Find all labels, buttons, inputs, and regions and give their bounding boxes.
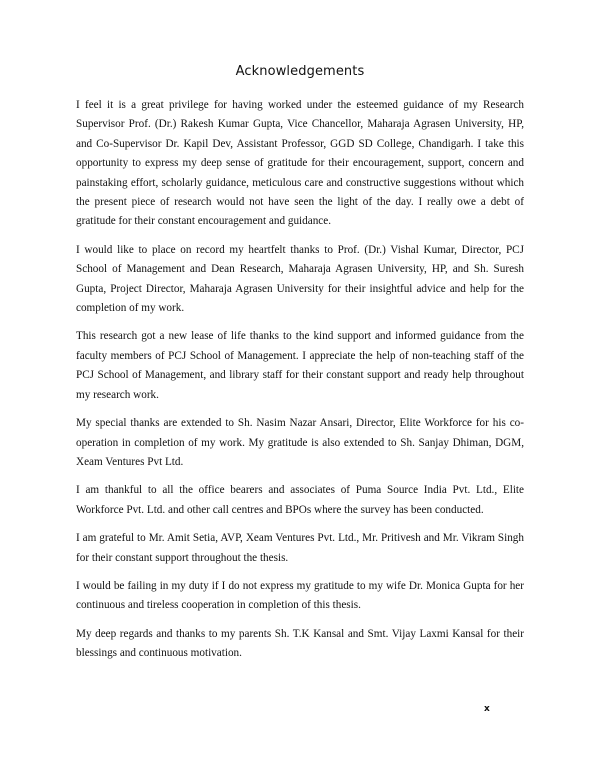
- acknowledgement-body: [76, 96, 524, 673]
- page-title: Acknowledgements: [235, 64, 365, 79]
- paragraph: I am grateful to Mr. Amit Setia, AVP, Xeam Ventures Pvt. Ltd., Mr. Pritivesh and Mr. Vikram Singh for their constant support throughout the thesis.: [76, 532, 524, 564]
- paragraph: I am thankful to all the office bearers and associates of Puma Source India Pvt. Ltd., Elite Workforce Pvt. Ltd. and other call centres and BPOs where the survey has been conducted.: [76, 484, 524, 516]
- paragraph: I would be failing in my duty if I do not express my gratitude to my wife Dr. Monica Gupta for her continuous and tireless cooperation in completion of this thesis.: [76, 579, 524, 612]
- paragraph: This research got a new lease of life thanks to the kind support and informed guidance from the faculty members of PCJ School of Management. I appreciate the help of non-teaching staff of the PCJ School of Management, and library staff for their constant support and ready help throughout my research work.: [76, 330, 524, 401]
- paragraph: I would like to place on record my heartfelt thanks to Prof. (Dr.) Vishal Kumar, Director, PCJ School of Management and Dean Research, Maharaja Agrasen University, HP, and Sh. Suresh Gupta, Project Director, Maharaja Agrasen University for their insightful advice and help for the completion of my work.: [76, 243, 524, 315]
- paragraph: My special thanks are extended to Sh. Nasim Nazar Ansari, Director, Elite Workforce for his co-operation in completion of my work. My gratitude is also extended to Sh. Sanjay Dhiman, DGM, Xeam Ventures Pvt Ltd.: [76, 417, 524, 468]
- page-number: x: [484, 704, 490, 714]
- paragraph: I feel it is a great privilege for having worked under the esteemed guidance of my Research Supervisor Prof. (Dr.) Rakesh Kumar Gupta, Vice Chancellor, Maharaja Agrasen University, HP, and Co-Supervisor Dr. Kapil Dev, Assistant Professor, GGD SD College, Chandigarh. I take this opportunity to express my deep sense of gratitude for their encouragement, support, concern and painstaking effort, scholarly guidance, meticulous care and constructive suggestions without which the present piece of research would not have seen the light of the day. I really owe a debt of gratitude for their constant encouragement and guidance.: [76, 99, 524, 228]
- paragraph: My deep regards and thanks to my parents Sh. T.K Kansal and Smt. Vijay Laxmi Kansal for their blessings and continuous motivation.: [76, 627, 524, 660]
